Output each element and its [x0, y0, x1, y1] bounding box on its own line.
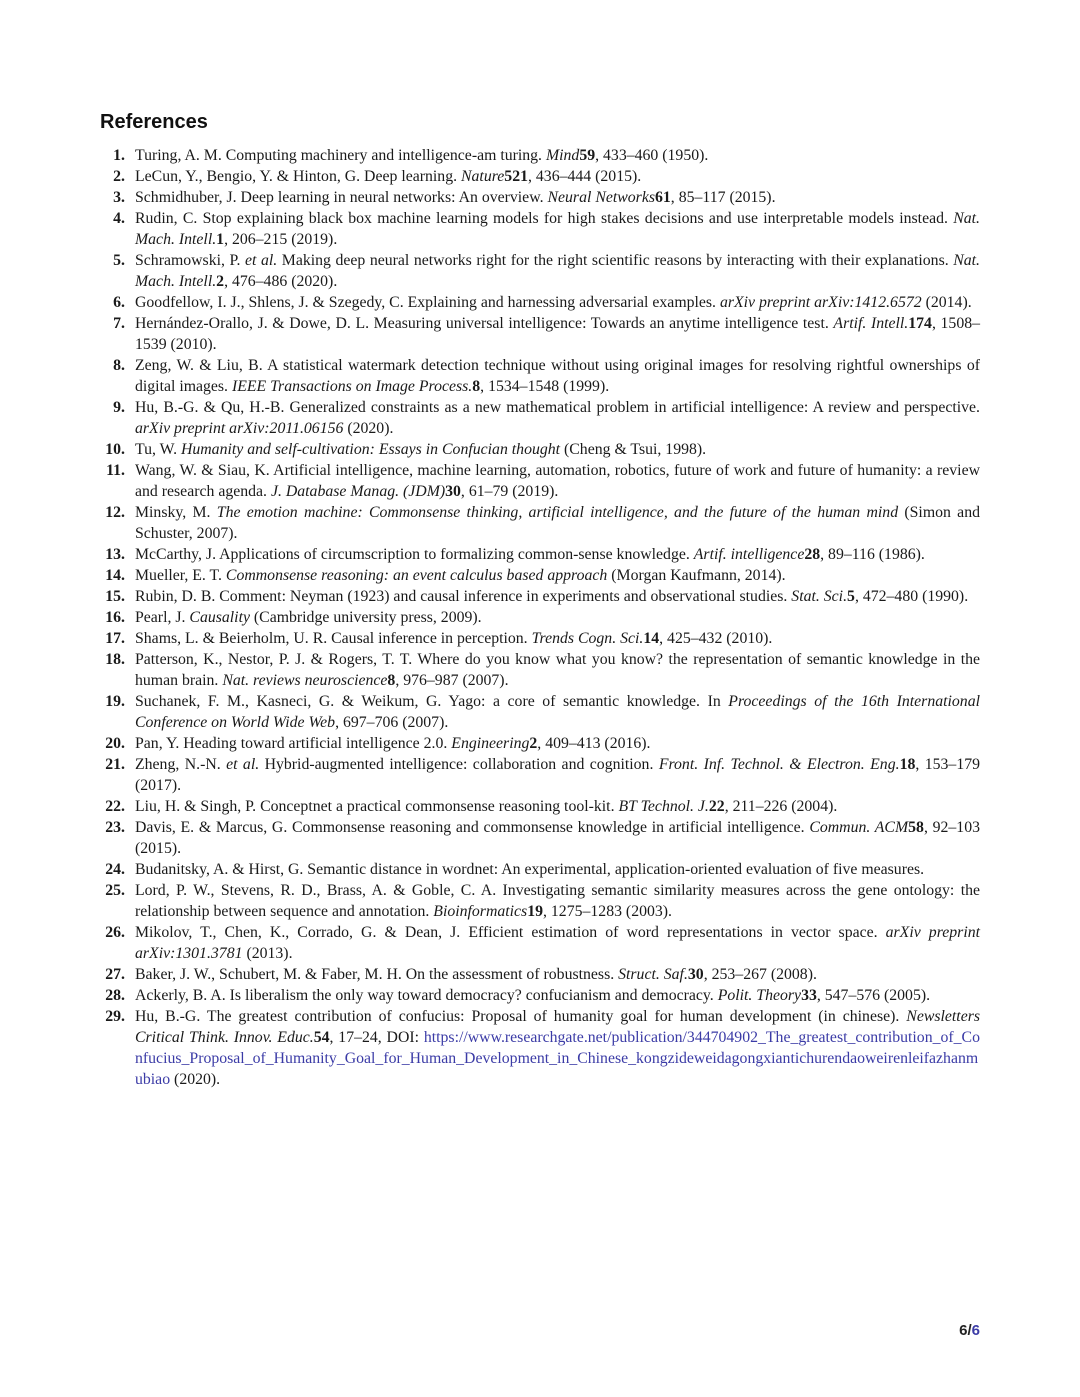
reference-title: Hybrid-augmented intelligence: collaboration and cognition.	[259, 756, 659, 773]
reference-title: Making deep neural networks right for the right scientific reasons by interacting with their explanations.	[277, 252, 954, 269]
reference-authors-title: Schramowski, P.	[135, 252, 246, 269]
reference-item	[100, 460, 980, 502]
reference-item	[100, 964, 980, 985]
reference-authors-title: Tu, W.	[135, 441, 181, 458]
reference-venue: arXiv preprint arXiv:1301.3781	[135, 924, 980, 962]
reference-text	[135, 733, 980, 754]
reference-volume: 54	[313, 1029, 330, 1046]
page-number	[959, 1322, 980, 1339]
reference-venue: IEEE Transactions on Image Process.	[231, 378, 473, 395]
reference-venue: Nat. Mach. Intell.	[135, 252, 981, 290]
reference-pages-year: , 1508–1539 (2010).	[135, 315, 981, 353]
reference-text	[135, 586, 980, 607]
reference-text	[135, 964, 980, 985]
reference-venue: Causality	[189, 609, 250, 626]
reference-pages-year: (2014).	[921, 294, 972, 311]
reference-number: 26.	[105, 924, 125, 941]
reference-pages-year: , 211–226 (2004).	[724, 798, 838, 815]
reference-venue: Artif. intelligence	[693, 546, 805, 563]
reference-item	[100, 166, 980, 187]
reference-authors-title: Zheng, N.-N.	[135, 756, 227, 773]
reference-item	[100, 250, 980, 292]
reference-authors-title: Hu, B.-G. & Qu, H.-B. Generalized constraints as a new mathematical problem in artificial intelligence: A review and perspective.	[135, 399, 980, 416]
reference-authors-title: Suchanek, F. M., Kasneci, G. & Weikum, G. Yago: a core of semantic knowledge. In	[135, 693, 729, 710]
reference-number: 18.	[105, 651, 125, 668]
reference-venue: Bioinformatics	[433, 903, 528, 920]
reference-number: 4.	[113, 210, 125, 227]
reference-number: 20.	[105, 735, 125, 752]
reference-volume: 2	[529, 735, 538, 752]
reference-pages-year: , 92–103 (2015).	[135, 819, 981, 857]
reference-number: 2.	[113, 168, 125, 185]
reference-pages-year: , 17–24, DOI:	[329, 1029, 424, 1046]
reference-item	[100, 355, 980, 397]
section-title: References	[100, 111, 208, 133]
reference-authors-title: Minsky, M.	[135, 504, 217, 521]
reference-item	[100, 691, 980, 733]
reference-text	[135, 628, 980, 649]
reference-authors-title: Baker, J. W., Schubert, M. & Faber, M. H. On the assessment of robustness.	[135, 966, 619, 983]
reference-item	[100, 565, 980, 586]
reference-item	[100, 607, 980, 628]
reference-venue: Nat. reviews neuroscience	[222, 672, 388, 689]
reference-volume: 22	[708, 798, 725, 815]
reference-venue: Trends Cogn. Sci.	[531, 630, 644, 647]
reference-number: 16.	[105, 609, 125, 626]
reference-text	[135, 985, 980, 1006]
reference-authors-title: Lord, P. W., Stevens, R. D., Brass, A. & Goble, C. A. Investigating semantic similarity measures across the gene ontology: the relationship between sequence and annotation.	[135, 882, 980, 920]
reference-doi-link[interactable]: https://www.researchgate.net/publication/344704902_The_greatest_contribution_of_Confucius_Proposal_of_Humanity_Goal_for_Human_Development_in_Chinese_kongzideweidagongxiantichurendaoweirenleifazhanmubiao	[135, 1029, 980, 1088]
reference-text	[135, 607, 980, 628]
reference-venue: Polit. Theory	[717, 987, 802, 1004]
reference-item	[100, 796, 980, 817]
reference-pages-year: , 206–215 (2019).	[224, 231, 338, 248]
reference-text	[135, 859, 980, 880]
reference-text	[135, 1006, 980, 1090]
reference-item	[100, 649, 980, 691]
reference-number: 8.	[113, 357, 125, 374]
reference-item	[100, 817, 980, 859]
reference-item	[100, 922, 980, 964]
reference-authors-title: Schmidhuber, J. Deep learning in neural networks: An overview.	[135, 189, 548, 206]
reference-volume: 28	[804, 546, 821, 563]
page-number-total: 6	[971, 1322, 980, 1339]
reference-text	[135, 355, 980, 397]
reference-authors-title: Davis, E. & Marcus, G. Commonsense reasoning and commonsense knowledge in artificial intelligence.	[135, 819, 810, 836]
reference-pages-year: , 1534–1548 (1999).	[480, 378, 610, 395]
reference-number: 10.	[105, 441, 125, 458]
reference-number: 14.	[105, 567, 125, 584]
reference-item	[100, 754, 980, 796]
reference-pages-year: (2020).	[343, 420, 394, 437]
reference-authors-title: Rudin, C. Stop explaining black box machine learning models for high stakes decisions and use interpretable models instead.	[135, 210, 954, 227]
reference-authors-title: Budanitsky, A. & Hirst, G. Semantic distance in wordnet: An experimental, application-oriented evaluation of five measures.	[135, 861, 925, 878]
reference-venue: Mind	[545, 147, 580, 164]
reference-volume: 58	[908, 819, 924, 836]
reference-text	[135, 880, 980, 922]
reference-item	[100, 208, 980, 250]
reference-venue: Commun. ACM	[809, 819, 909, 836]
reference-volume: 5	[847, 588, 855, 605]
reference-pages-year: , 61–79 (2019).	[460, 483, 559, 500]
reference-item	[100, 292, 980, 313]
reference-number: 6.	[113, 294, 125, 311]
reference-authors-title: Zeng, W. & Liu, B. A statistical watermark detection technique without using original images for resolving rightful ownerships of digital images.	[135, 357, 980, 395]
reference-volume: 2	[216, 273, 225, 290]
reference-authors-title: McCarthy, J. Applications of circumscription to formalizing common-sense knowledge.	[135, 546, 694, 563]
reference-number: 22.	[105, 798, 125, 815]
reference-text	[135, 691, 980, 733]
reference-text	[135, 502, 980, 544]
reference-number: 7.	[113, 315, 125, 332]
reference-venue: Neural Networks	[547, 189, 655, 206]
reference-pages-year: , 85–117 (2015).	[670, 189, 776, 206]
reference-text	[135, 250, 980, 292]
reference-venue: Humanity and self-cultivation: Essays in Confucian thought	[180, 441, 561, 458]
reference-number: 27.	[105, 966, 125, 983]
reference-item	[100, 187, 980, 208]
reference-authors-title: Mikolov, T., Chen, K., Corrado, G. & Dean, J. Efficient estimation of word representations in vector space.	[135, 924, 886, 941]
reference-number: 5.	[113, 252, 125, 269]
reference-item	[100, 397, 980, 439]
reference-text	[135, 565, 980, 586]
reference-number: 23.	[105, 819, 125, 836]
reference-text	[135, 397, 980, 439]
reference-number: 21.	[105, 756, 125, 773]
reference-item	[100, 859, 980, 880]
reference-number: 11.	[106, 462, 125, 479]
reference-pages-year: , 425–432 (2010).	[659, 630, 773, 647]
reference-pages-year: (Morgan Kaufmann, 2014).	[607, 567, 786, 584]
reference-pages-year: , 89–116 (1986).	[820, 546, 925, 563]
reference-volume: 8	[387, 672, 396, 689]
reference-pages-year: , 436–444 (2015).	[528, 168, 642, 185]
reference-authors-title: Liu, H. & Singh, P. Conceptnet a practical commonsense reasoning tool-kit.	[135, 798, 619, 815]
reference-number: 28.	[105, 987, 125, 1004]
reference-volume: 174	[908, 315, 932, 332]
reference-list	[100, 145, 980, 1090]
reference-item	[100, 145, 980, 166]
reference-volume: 14	[643, 630, 660, 647]
reference-text	[135, 817, 980, 859]
reference-text	[135, 187, 980, 208]
reference-text	[135, 166, 980, 187]
reference-number: 13.	[105, 546, 125, 563]
reference-volume: 19	[527, 903, 543, 920]
reference-pages-year: , 253–267 (2008).	[703, 966, 817, 983]
reference-authors-title: Patterson, K., Nestor, P. J. & Rogers, T. T. Where do you know what you know? the representation of semantic knowledge in the human brain.	[135, 651, 980, 689]
reference-venue: arXiv preprint arXiv:1412.6572	[719, 294, 922, 311]
reference-venue: Newsletters Critical Think. Innov. Educ.	[135, 1008, 980, 1046]
reference-volume: 33	[801, 987, 817, 1004]
reference-volume: 61	[655, 189, 671, 206]
reference-number: 15.	[105, 588, 125, 605]
reference-pages-year: , 547–576 (2005).	[816, 987, 931, 1004]
reference-venue: arXiv preprint arXiv:2011.06156	[135, 420, 344, 437]
reference-volume: 30	[687, 966, 704, 983]
reference-text	[135, 754, 980, 796]
reference-number: 29.	[105, 1008, 125, 1025]
reference-number: 1.	[113, 147, 125, 164]
reference-text	[135, 796, 980, 817]
reference-number: 19.	[105, 693, 125, 710]
reference-venue: Struct. Saf.	[618, 966, 688, 983]
reference-venue: Stat. Sci.	[791, 588, 848, 605]
reference-number: 25.	[105, 882, 125, 899]
reference-number: 17.	[105, 630, 125, 647]
reference-venue: Commonsense reasoning: an event calculus based approach	[225, 567, 608, 584]
page-number-current: 6	[959, 1322, 968, 1339]
reference-venue: Engineering	[451, 735, 530, 752]
reference-pages-year: , 1275–1283 (2003).	[543, 903, 672, 920]
reference-item	[100, 1006, 980, 1090]
reference-venue: J. Database Manag. (JDM)	[270, 483, 446, 500]
reference-text	[135, 208, 980, 250]
reference-item	[100, 544, 980, 565]
page-number-separator: /	[967, 1322, 972, 1339]
reference-venue: BT Technol. J.	[618, 798, 709, 815]
reference-text	[135, 460, 980, 502]
reference-pages-year: , 409–413 (2016).	[537, 735, 651, 752]
reference-item	[100, 502, 980, 544]
reference-pages-year: , 472–480 (1990).	[854, 588, 969, 605]
reference-text	[135, 292, 980, 313]
reference-authors-title: Mueller, E. T.	[135, 567, 226, 584]
reference-authors-title: Rubin, D. B. Comment: Neyman (1923) and causal inference in experiments and observational studies.	[135, 588, 792, 605]
reference-venue: The emotion machine: Commonsense thinking, artificial intelligence, and the future of the human mind	[216, 504, 899, 521]
reference-number: 9.	[113, 399, 125, 416]
reference-authors-title: Goodfellow, I. J., Shlens, J. & Szegedy, C. Explaining and harnessing adversarial examples.	[135, 294, 720, 311]
reference-authors-title: LeCun, Y., Bengio, Y. & Hinton, G. Deep learning.	[135, 168, 461, 185]
reference-text	[135, 439, 980, 460]
reference-etal: et al.	[226, 756, 260, 773]
reference-text	[135, 922, 980, 964]
reference-venue: Nature	[461, 168, 505, 185]
reference-item	[100, 733, 980, 754]
reference-volume: 8	[472, 378, 481, 395]
reference-venue: Nat. Mach. Intell.	[135, 210, 980, 248]
reference-authors-title: Ackerly, B. A. Is liberalism the only way toward democracy? confucianism and democracy.	[135, 987, 718, 1004]
reference-item	[100, 313, 980, 355]
reference-volume: 1	[216, 231, 225, 248]
reference-authors-title: Hernández-Orallo, J. & Dowe, D. L. Measuring universal intelligence: Towards an anytime intelligence test.	[135, 315, 834, 332]
reference-pages-year: , 433–460 (1950).	[595, 147, 709, 164]
reference-text	[135, 544, 980, 565]
reference-etal: et al.	[245, 252, 278, 269]
reference-item	[100, 439, 980, 460]
reference-item	[100, 628, 980, 649]
reference-volume: 59	[579, 147, 596, 164]
reference-authors-title: Pearl, J.	[135, 609, 190, 626]
reference-pages-year: , 697–706 (2007).	[335, 714, 449, 731]
reference-text	[135, 649, 980, 691]
reference-authors-title: Turing, A. M. Computing machinery and intelligence-am turing.	[135, 147, 546, 164]
reference-volume: 521	[504, 168, 528, 185]
reference-volume: 30	[445, 483, 461, 500]
reference-pages-year: (Simon and Schuster, 2007).	[135, 504, 980, 542]
reference-year: (2020).	[170, 1071, 221, 1088]
reference-text	[135, 313, 980, 355]
reference-pages-year: (Cambridge university press, 2009).	[249, 609, 482, 626]
reference-number: 3.	[113, 189, 125, 206]
reference-item	[100, 586, 980, 607]
reference-pages-year: (Cheng & Tsui, 1998).	[560, 441, 707, 458]
reference-venue: Artif. Intell.	[833, 315, 909, 332]
reference-pages-year: , 976–987 (2007).	[395, 672, 509, 689]
reference-authors-title: Shams, L. & Beierholm, U. R. Causal inference in perception.	[135, 630, 532, 647]
reference-venue: Proceedings of the 16th International Conference on World Wide Web	[135, 693, 980, 731]
reference-item	[100, 880, 980, 922]
reference-text	[135, 145, 980, 166]
reference-number: 24.	[105, 861, 125, 878]
reference-number: 12.	[105, 504, 125, 521]
reference-pages-year: (2013).	[242, 945, 293, 962]
reference-authors-title: Hu, B.-G. The greatest contribution of confucius: Proposal of humanity goal for human development (in chinese).	[135, 1008, 907, 1025]
reference-pages-year: , 153–179 (2017).	[135, 756, 981, 794]
reference-authors-title: Pan, Y. Heading toward artificial intelligence 2.0.	[135, 735, 452, 752]
reference-venue: Front. Inf. Technol. & Electron. Eng.	[658, 756, 900, 773]
reference-item	[100, 985, 980, 1006]
reference-authors-title: Wang, W. & Siau, K. Artificial intelligence, machine learning, automation, robotics, future of work and future of humanity: a review and research agenda.	[135, 462, 980, 500]
reference-pages-year: , 476–486 (2020).	[224, 273, 338, 290]
reference-volume: 18	[899, 756, 916, 773]
